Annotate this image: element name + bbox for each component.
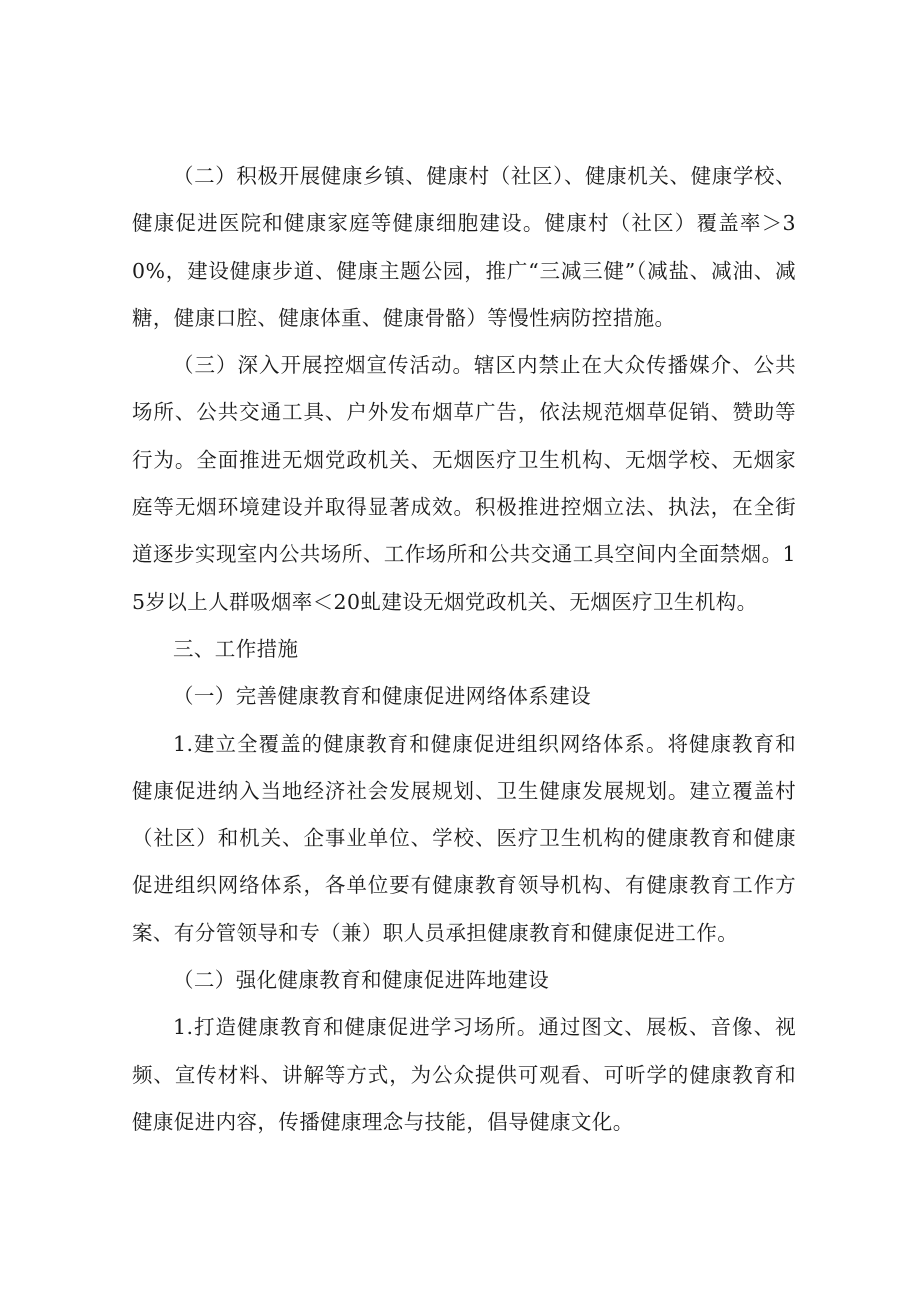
paragraph-organization-network: 1.建立全覆盖的健康教育和健康促进组织网络体系。将健康教育和健康促进纳入当地经济社会发展规划、卫生健康发展规划。建立覆盖村（社区）和机关、企事业单位、学校、医疗卫生机构的健康教育和健康促进组织网络体系，各单位要有健康教育领导机构、有健康教育工作方案、有分管领导和专（兼）职人员承担健康教育和健康促进工作。 <box>132 731 796 945</box>
section-heading-work-measures: 三、工作措施 <box>173 636 299 661</box>
paragraph-healthy-cells: （二）积极开展健康乡镇、健康村（社区）、健康机关、健康学校、健康促进医院和健康家庭等健康细胞建设。健康村（社区）覆盖率＞30%，建设健康步道、健康主题公园，推广“三减三健”（减盐、减油、减糖，健康口腔、健康体重、健康骨骼）等慢性病防控措施。 <box>132 164 796 330</box>
paragraph-learning-venues: 1.打造健康教育和健康促进学习场所。通过图文、展板、音像、视频、宣传材料、讲解等方式，为公众提供可观看、可听学的健康教育和健康促进内容，传播健康理念与技能，倡导健康文化。 <box>132 1015 796 1134</box>
paragraph-tobacco-control: （三）深入开展控烟宣传活动。辖区内禁止在大众传播媒介、公共场所、公共交通工具、户外发布烟草广告，依法规范烟草促销、赞助等行为。全面推进无烟党政机关、无烟医疗卫生机构、无烟学校、无烟家庭等无烟环境建设并取得显著成效。积极推进控烟立法、执法，在全街道逐步实现室内公共场所、工作场所和公共交通工具空间内全面禁烟。15岁以上人群吸烟率＜20虬建设无烟党政机关、无烟医疗卫生机构。 <box>132 353 796 614</box>
subheading-network-system: （一）完善健康教育和健康促进网络体系建设 <box>173 684 591 709</box>
document-body <box>132 153 796 1146</box>
subheading-position-building: （二）强化健康教育和健康促进阵地建设 <box>173 968 550 993</box>
